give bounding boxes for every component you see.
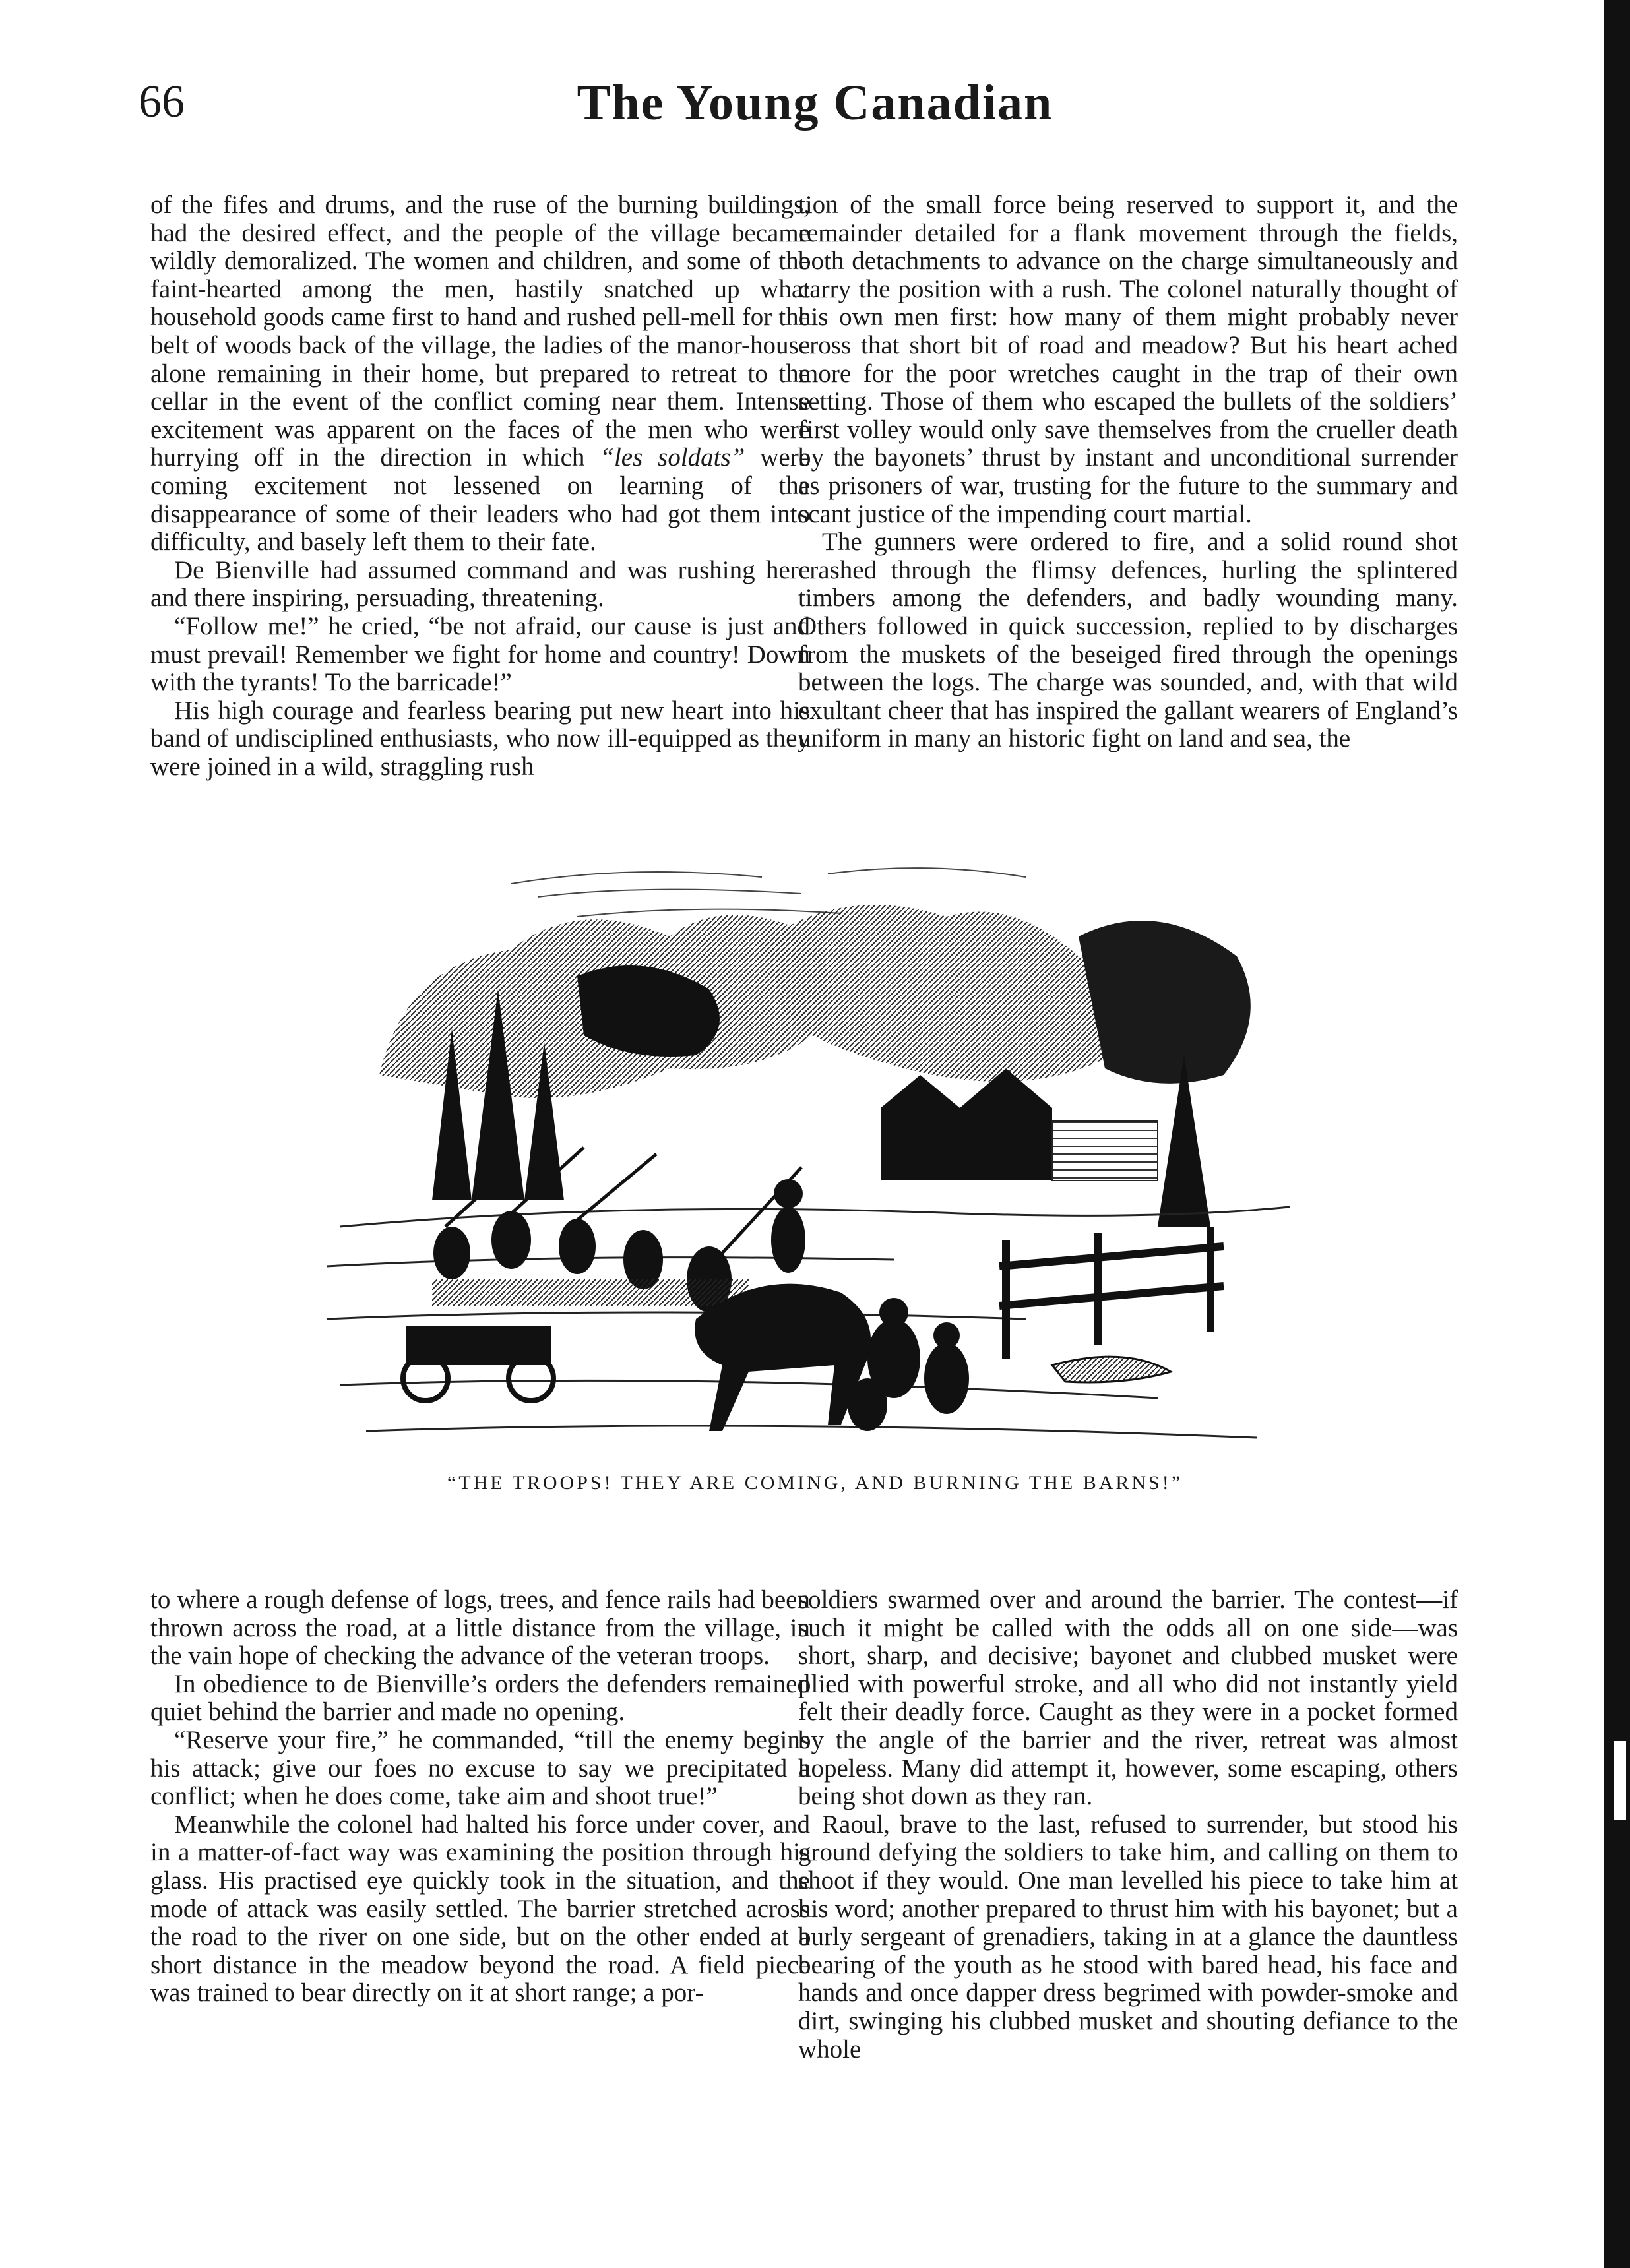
periodical-title: The Young Canadian (577, 75, 1053, 131)
page-number: 66 (139, 77, 185, 127)
scan-edge-bar (1604, 0, 1630, 2268)
boat (1052, 1357, 1171, 1382)
paragraph: Meanwhile the colonel had halted his force under cover, and in a matter-of-fact way was examining the position through his glass. His practised eye quickly took in the situation, and the mode of attack was easily settled. The barrier stretched across the road to the river on one side, but on the other ended at a short distance in the meadow beyond the road. A field piece was trained to bear directly on it at short range; a por- (150, 1810, 810, 2007)
column-top-left (150, 191, 810, 781)
battle-illustration (300, 857, 1323, 1457)
paragraph: soldiers swarmed over and around the barrier. The contest—if such it might be called with the odds all on one side—was short, sharp, and decisive; bayonet and clubbed musket were plied with powerful stroke, and all who did not instantly yield felt their deadly force. Caught as they were in a pocket formed by the angle of the barrier and the river, retreat was almost hopeless. Many did attempt it, however, some escaping, others being shot down as they ran. (798, 1585, 1458, 1811)
paragraph: “Follow me!” he cried, “be not afraid, our cause is just and must prevail! Remember we fight for home and country! Down with the tyrants! To the barricade!” (150, 611, 810, 697)
horse-and-rider (695, 1179, 871, 1431)
smoke-clouds (379, 905, 1251, 1098)
fence (999, 1227, 1224, 1359)
paragraph: to where a rough defense of logs, trees, and fence rails had been thrown across the road, at a little distance from the village, in the vain hope of checking the advance of the veteran troops. (150, 1585, 810, 1670)
paragraph: The gunners were ordered to fire, and a solid round shot crashed through the flimsy defences, hurling the splintered timbers among the defenders, and badly wounding many. Others followed in quick succession, replied to by discharges from the muskets of the beseiged fired through the openings between the logs. The charge was sounded, and, with that wild exultant cheer that has inspired the gallant wearers of England’s uniform in many an historic fight on land and sea, the (798, 528, 1458, 753)
illustration-caption: “THE TROOPS! THEY ARE COMING, AND BURNING THE BARNS!” (447, 1472, 1183, 1494)
column-bottom-right (798, 1586, 1458, 2064)
paragraph: “Reserve your fire,” he commanded, “till the enemy begins his attack; give our foes no excuse to say we precipitated a conflict; when he does come, take aim and shoot true!” (150, 1725, 810, 1811)
paragraph: De Bienville had assumed command and was rushing here and there inspiring, persuading, threatening. (150, 555, 810, 613)
burning-buildings (881, 1068, 1158, 1180)
paragraph (150, 191, 810, 557)
paragraph-text: of the fifes and drums, and the ruse of the burning buildings, had the desired effect, and the people of the village became wildly demoralized. The women and children, and some of the faint-hearted among the men, hastily snatched up what household goods came first to hand and rushed pell-mell for the belt of woods back of the village, the ladies of the manor-house alone remaining in their home, but prepared to retreat to the cellar in the event of the conflict coming near them. Intense excitement was apparent on the faces of the men who were hurrying off in the direction in which (150, 191, 810, 472)
advancing-soldiers (432, 1211, 749, 1312)
fleeing-villagers (848, 1298, 969, 1431)
paragraph: His high courage and fearless bearing put new heart into his band of undisciplined enthusiasts, who now ill-equipped as they were joined in a wild, straggling rush (150, 696, 810, 781)
scan-edge-gap (1614, 1741, 1626, 1820)
paragraph: In obedience to de Bienville’s orders the defenders remained quiet behind the barrier and made no opening. (150, 1669, 810, 1727)
sky-lines (511, 868, 1026, 917)
column-bottom-left (150, 1586, 810, 2007)
engraving-image (300, 857, 1323, 1457)
cart (403, 1326, 553, 1401)
french-phrase: “les soldats” (600, 443, 745, 472)
paragraph-text: were coming excitement not lessened on learning of the disappearance of some of their leaders who had got them into difficulty, and basely left them to their fate. (150, 443, 810, 557)
column-top-right (798, 191, 1458, 753)
paragraph: Raoul, brave to the last, refused to surrender, but stood his ground defying the soldiers to take him, and calling on them to shoot if they would. One man levelled his piece to take him at his word; another prepared to thrust him with his bayonet; but a burly sergeant of grenadiers, taking in at a glance the dauntless bearing of the youth as he stood with bared head, his face and hands and once dapper dress begrimed with powder-smoke and dirt, swinging his clubbed musket and shouting defiance to the whole (798, 1810, 1458, 2064)
paragraph: tion of the small force being reserved to support it, and the remainder detailed for a flank movement through the fields, both detachments to advance on the charge simultaneously and carry the position with a rush. The colonel naturally thought of his own men first: how many of them might probably never cross that short bit of road and meadow? But his heart ached more for the poor wretches caught in the trap of their own setting. Those of them who escaped the bullets of the soldiers’ first volley would only save themselves from the crueller death by the bayonets’ thrust by instant and unconditional surrender as prisoners of war, trusting for the future to the summary and scant justice of the impending court martial. (798, 191, 1458, 528)
